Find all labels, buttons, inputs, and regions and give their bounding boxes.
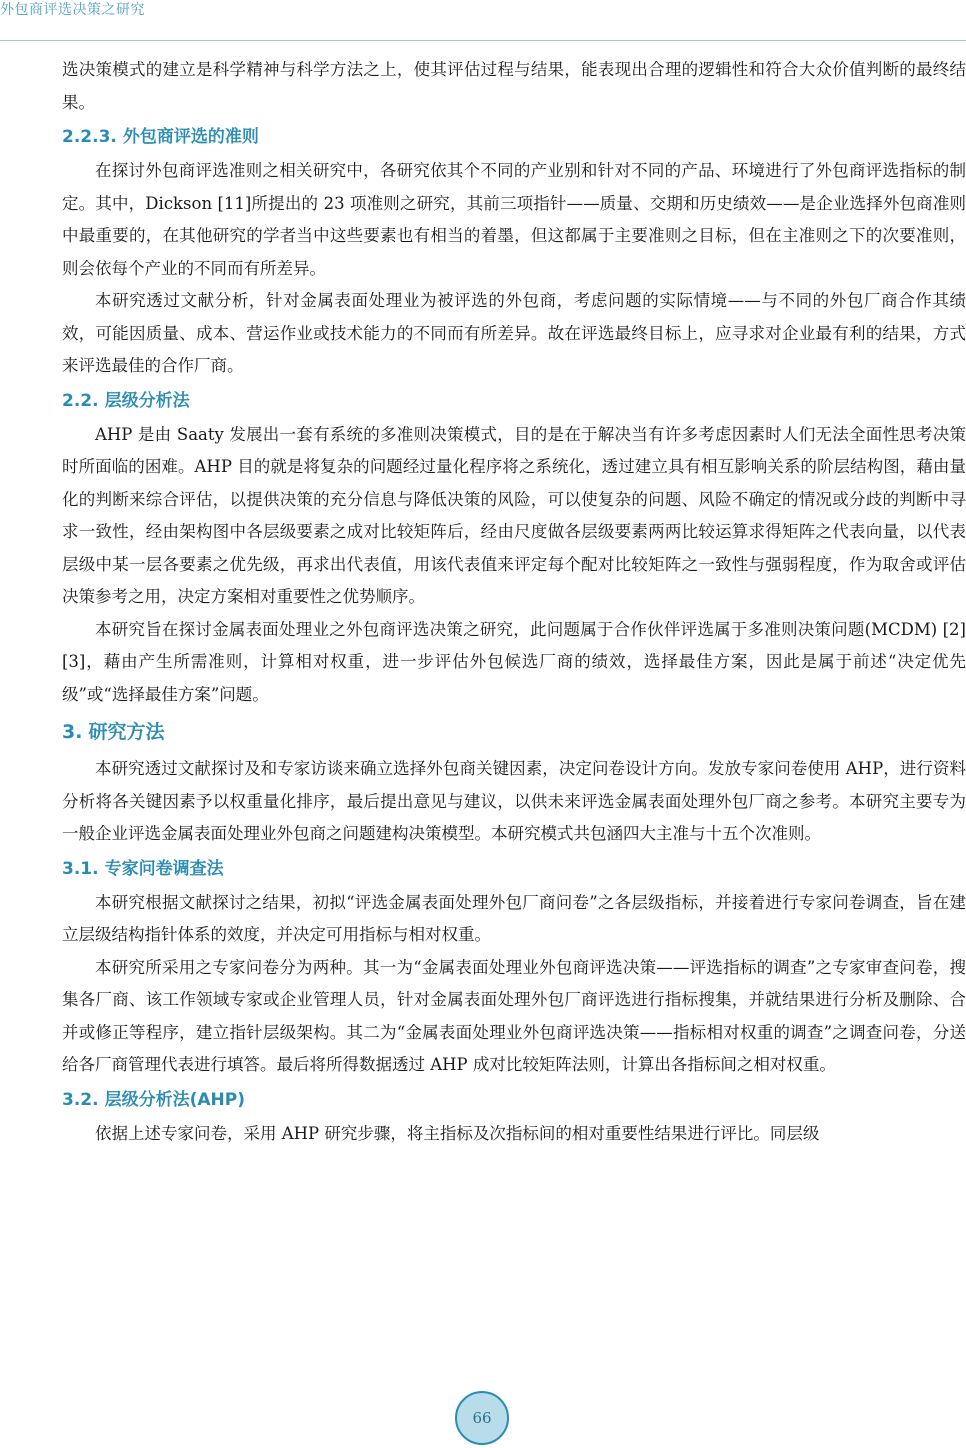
section-heading <box>62 119 966 155</box>
section-number: 2.2.3. <box>62 127 117 147</box>
section-heading <box>62 711 966 753</box>
section-number: 2.2. <box>62 390 99 411</box>
paragraph: 本研究透过文献分析，针对金属表面处理业为被评选的外包商，考虑问题的实际情境——与不同的外包厂商合作其绩效，可能因质量、成本、营运作业或技术能力的不同而有所差异。故在评选最终目标上，应寻求对企业最有利的结果，方式来评选最佳的合作厂商。 <box>62 291 966 375</box>
paragraph: 依据上述专家问卷，采用 AHP 研究步骤，将主指标及次指标间的相对重要性结果进行评比。同层级 <box>95 1123 820 1143</box>
paragraph: 选决策模式的建立是科学精神与科学方法之上，使其评估过程与结果，能表现出合理的逻辑性和符合大众价值判断的最终结果。 <box>62 60 966 112</box>
section-title: 研究方法 <box>88 721 165 743</box>
paragraph: 本研究根据文献探讨之结果，初拟“评选金属表面处理外包厂商问卷”之各层级指标，并接着进行专家问卷调查，旨在建立层级结构指针体系的效度，并决定可用指标与相对权重。 <box>62 892 966 944</box>
paragraph: AHP 是由 Saaty 发展出一套有系统的多准则决策模式，目的是在于解决当有许多考虑因素时人们无法全面性思考决策时所面临的困难。AHP 目的就是将复杂的问题经过量化程序将之系统化，透过建立具有相互影响关系的阶层结构图，藉由量化的判断来综合评估，以提供决策的充分信息与降低决策的风险，可以使复杂的问题、风险不确定的情况或分歧的判断中寻求一致性，经由架构图中各层级要素之成对比较矩阵后，经由尺度做各层级要素两两比较运算求得矩阵之代表向量，以代表层级中某一层各要素之优先级，再求出代表值，用该代表值来评定每个配对比较矩阵之一致性与强弱程度，作为取舍或评估决策参考之用，决定方案相对重要性之优势顺序。 <box>62 424 966 606</box>
paragraph: 本研究所采用之专家问卷分为两种。其一为“金属表面处理业外包商评选决策——评选指标的调查”之专家审查问卷，搜集各厂商、该工作领域专家或企业管理人员，针对金属表面处理外包厂商评选进行指标搜集，并就结果进行分析及删除、合并或修正等程序，建立指针层级架构。其二为“金属表面处理业外包商评选决策——指标相对权重的调查”之调查问卷，分送给各厂商管理代表进行填答。最后将所得数据透过 AHP 成对比较矩阵法则，计算出各指标间之相对权重。 <box>62 957 966 1074</box>
section-title: 层级分析法 <box>104 390 190 411</box>
running-header: 外包商评选决策之研究 <box>0 2 145 18</box>
section-title: 专家问卷调查法 <box>104 858 224 879</box>
paragraph: 在探讨外包商评选准则之相关研究中，各研究依其个不同的产业别和针对不同的产品、环境进行了外包商评选指标的制定。其中，Dickson [11]所提出的 23 项准则之研究，其前三项指针——质量、交期和历史绩效——是企业选择外包商准则中最重要的，在其他研究的学者当中这些要素也有相当的着墨，但这都属于主要准则之目标，但在主准则之下的次要准则，则会依每个产业的不同而有所差异。 <box>62 161 966 278</box>
section-title: 层级分析法(AHP) <box>104 1089 245 1110</box>
section-heading <box>62 383 966 419</box>
page-number-badge: 66 <box>455 1391 509 1445</box>
section-heading <box>62 851 966 887</box>
paragraph: 本研究透过文献探讨及和专家访谈来确立选择外包商关键因素，决定问卷设计方向。发放专家问卷使用 AHP，进行资料分析将各关键因素予以权重量化排序，最后提出意见与建议，以供未来评选金属表面处理外包厂商之参考。本研究主要专为一般企业评选金属表面处理业外包商之问题建构决策模型。本研究模式共包涵四大主准与十五个次准则。 <box>62 759 966 843</box>
article-body <box>62 54 966 1150</box>
section-heading <box>62 1082 966 1118</box>
paragraph: 本研究旨在探讨金属表面处理业之外包商评选决策之研究，此问题属于合作伙伴评选属于多准则决策问题(MCDM) [2] [3]，藉由产生所需准则，计算相对权重，进一步评估外包候选厂商的绩效，选择最佳方案，因此是属于前述“决定优先级”或“选择最佳方案”问题。 <box>62 619 966 704</box>
section-number: 3.2. <box>62 1089 99 1110</box>
header-rule <box>0 40 966 41</box>
section-title: 外包商评选的准则 <box>122 127 259 147</box>
section-number: 3.1. <box>62 858 99 879</box>
section-number: 3. <box>62 721 83 743</box>
